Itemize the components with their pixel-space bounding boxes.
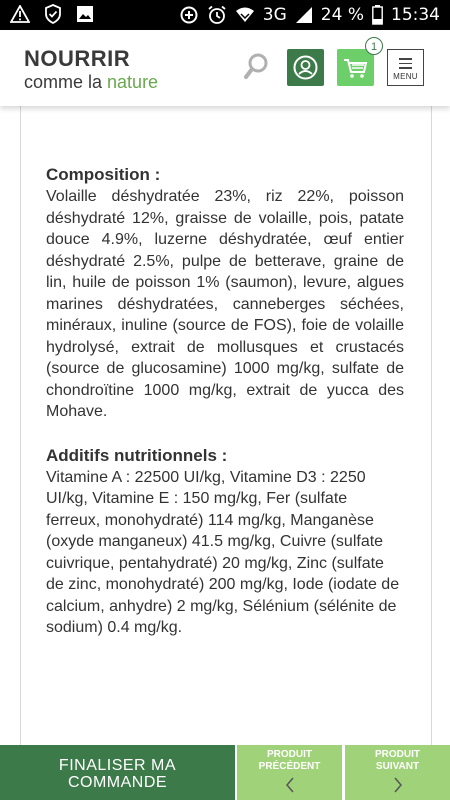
product-composition <box>46 164 404 639</box>
chevron-right-icon <box>392 777 404 793</box>
logo-line2-b: nature <box>107 72 159 92</box>
data-saver-icon <box>179 5 199 25</box>
prev-line1: PRODUIT <box>267 749 312 760</box>
clock: 15:34 <box>391 5 440 25</box>
logo-line1: NOURRIR <box>24 46 131 71</box>
site-header <box>0 30 450 106</box>
menu-label: MENU <box>393 72 418 81</box>
menu-button[interactable] <box>387 49 424 86</box>
cart-button[interactable] <box>337 49 374 86</box>
additifs-text: Vitamine A : 22500 UI/kg, Vitamine D3 : 2250 UI/kg, Vitamine E : 150 mg/kg, Fer (sulfate ferreux, monohydraté) 114 mg/kg, Manganèse (oxyde manganeux) 41.5 mg/kg, Cuivre (sulfate cuivrique, pentahydraté) 20 mg/kg, Zinc (sulfate de zinc, monohydraté) 200 mg/kg, Iode (iodate de calcium, anhydre) 2 mg/kg, Sélénium (sélénite de sodium) 0.4 mg/kg. <box>46 468 400 636</box>
shield-check-icon <box>44 4 62 24</box>
user-icon <box>287 49 324 86</box>
signal-icon <box>295 6 313 24</box>
prev-line2: PRÉCÉDENT <box>258 761 321 772</box>
search-icon <box>244 52 270 80</box>
logo-line2 <box>24 73 158 91</box>
next-product-button[interactable] <box>345 745 450 800</box>
search-button[interactable] <box>244 52 270 80</box>
bottom-action-bar <box>0 745 450 800</box>
chevron-left-icon <box>284 777 296 793</box>
logo-line2-a: comme la <box>24 72 108 92</box>
finalize-line2: COMMANDE <box>67 774 168 791</box>
hamburger-icon <box>399 58 412 72</box>
finalize-order-button[interactable] <box>0 745 235 800</box>
account-button[interactable] <box>287 49 324 86</box>
network-type: 3G <box>262 5 287 25</box>
battery-percent: 24 % <box>320 5 364 25</box>
cart-icon <box>337 49 374 86</box>
image-icon <box>76 5 94 23</box>
cart-count-badge: 1 <box>365 37 383 55</box>
wifi-icon <box>235 7 255 23</box>
status-bar <box>0 0 450 30</box>
composition-title: Composition : <box>46 165 161 184</box>
warning-icon <box>10 5 30 23</box>
previous-product-button[interactable] <box>237 745 342 800</box>
alarm-icon <box>207 5 227 25</box>
site-logo[interactable] <box>24 48 158 91</box>
additifs-title: Additifs nutritionnels : <box>46 445 228 465</box>
next-line2: SUIVANT <box>375 761 420 772</box>
finalize-line1: FINALISER MA <box>58 757 177 774</box>
battery-icon <box>372 5 383 25</box>
next-line1: PRODUIT <box>375 749 420 760</box>
composition-text: Volaille déshydratée 23%, riz 22%, poisson déshydraté 12%, graisse de volaille, pois, patate douce 4.9%, luzerne déshydratée, œuf entier déshydraté 2.5%, pulpe de betterave, graine de lin, huile de poisson 1% (saumon), levure, algues marines déshydratées, canneberges séchées, minéraux, inuline (source de FOS), foie de volaille hydrolysé, extrait de mollusques et crustacés (source de glucosamine) 1000 mg/kg, sulfate de chondroïtine 1000 mg/kg, extrait de yucca des Mohave. <box>46 188 404 420</box>
